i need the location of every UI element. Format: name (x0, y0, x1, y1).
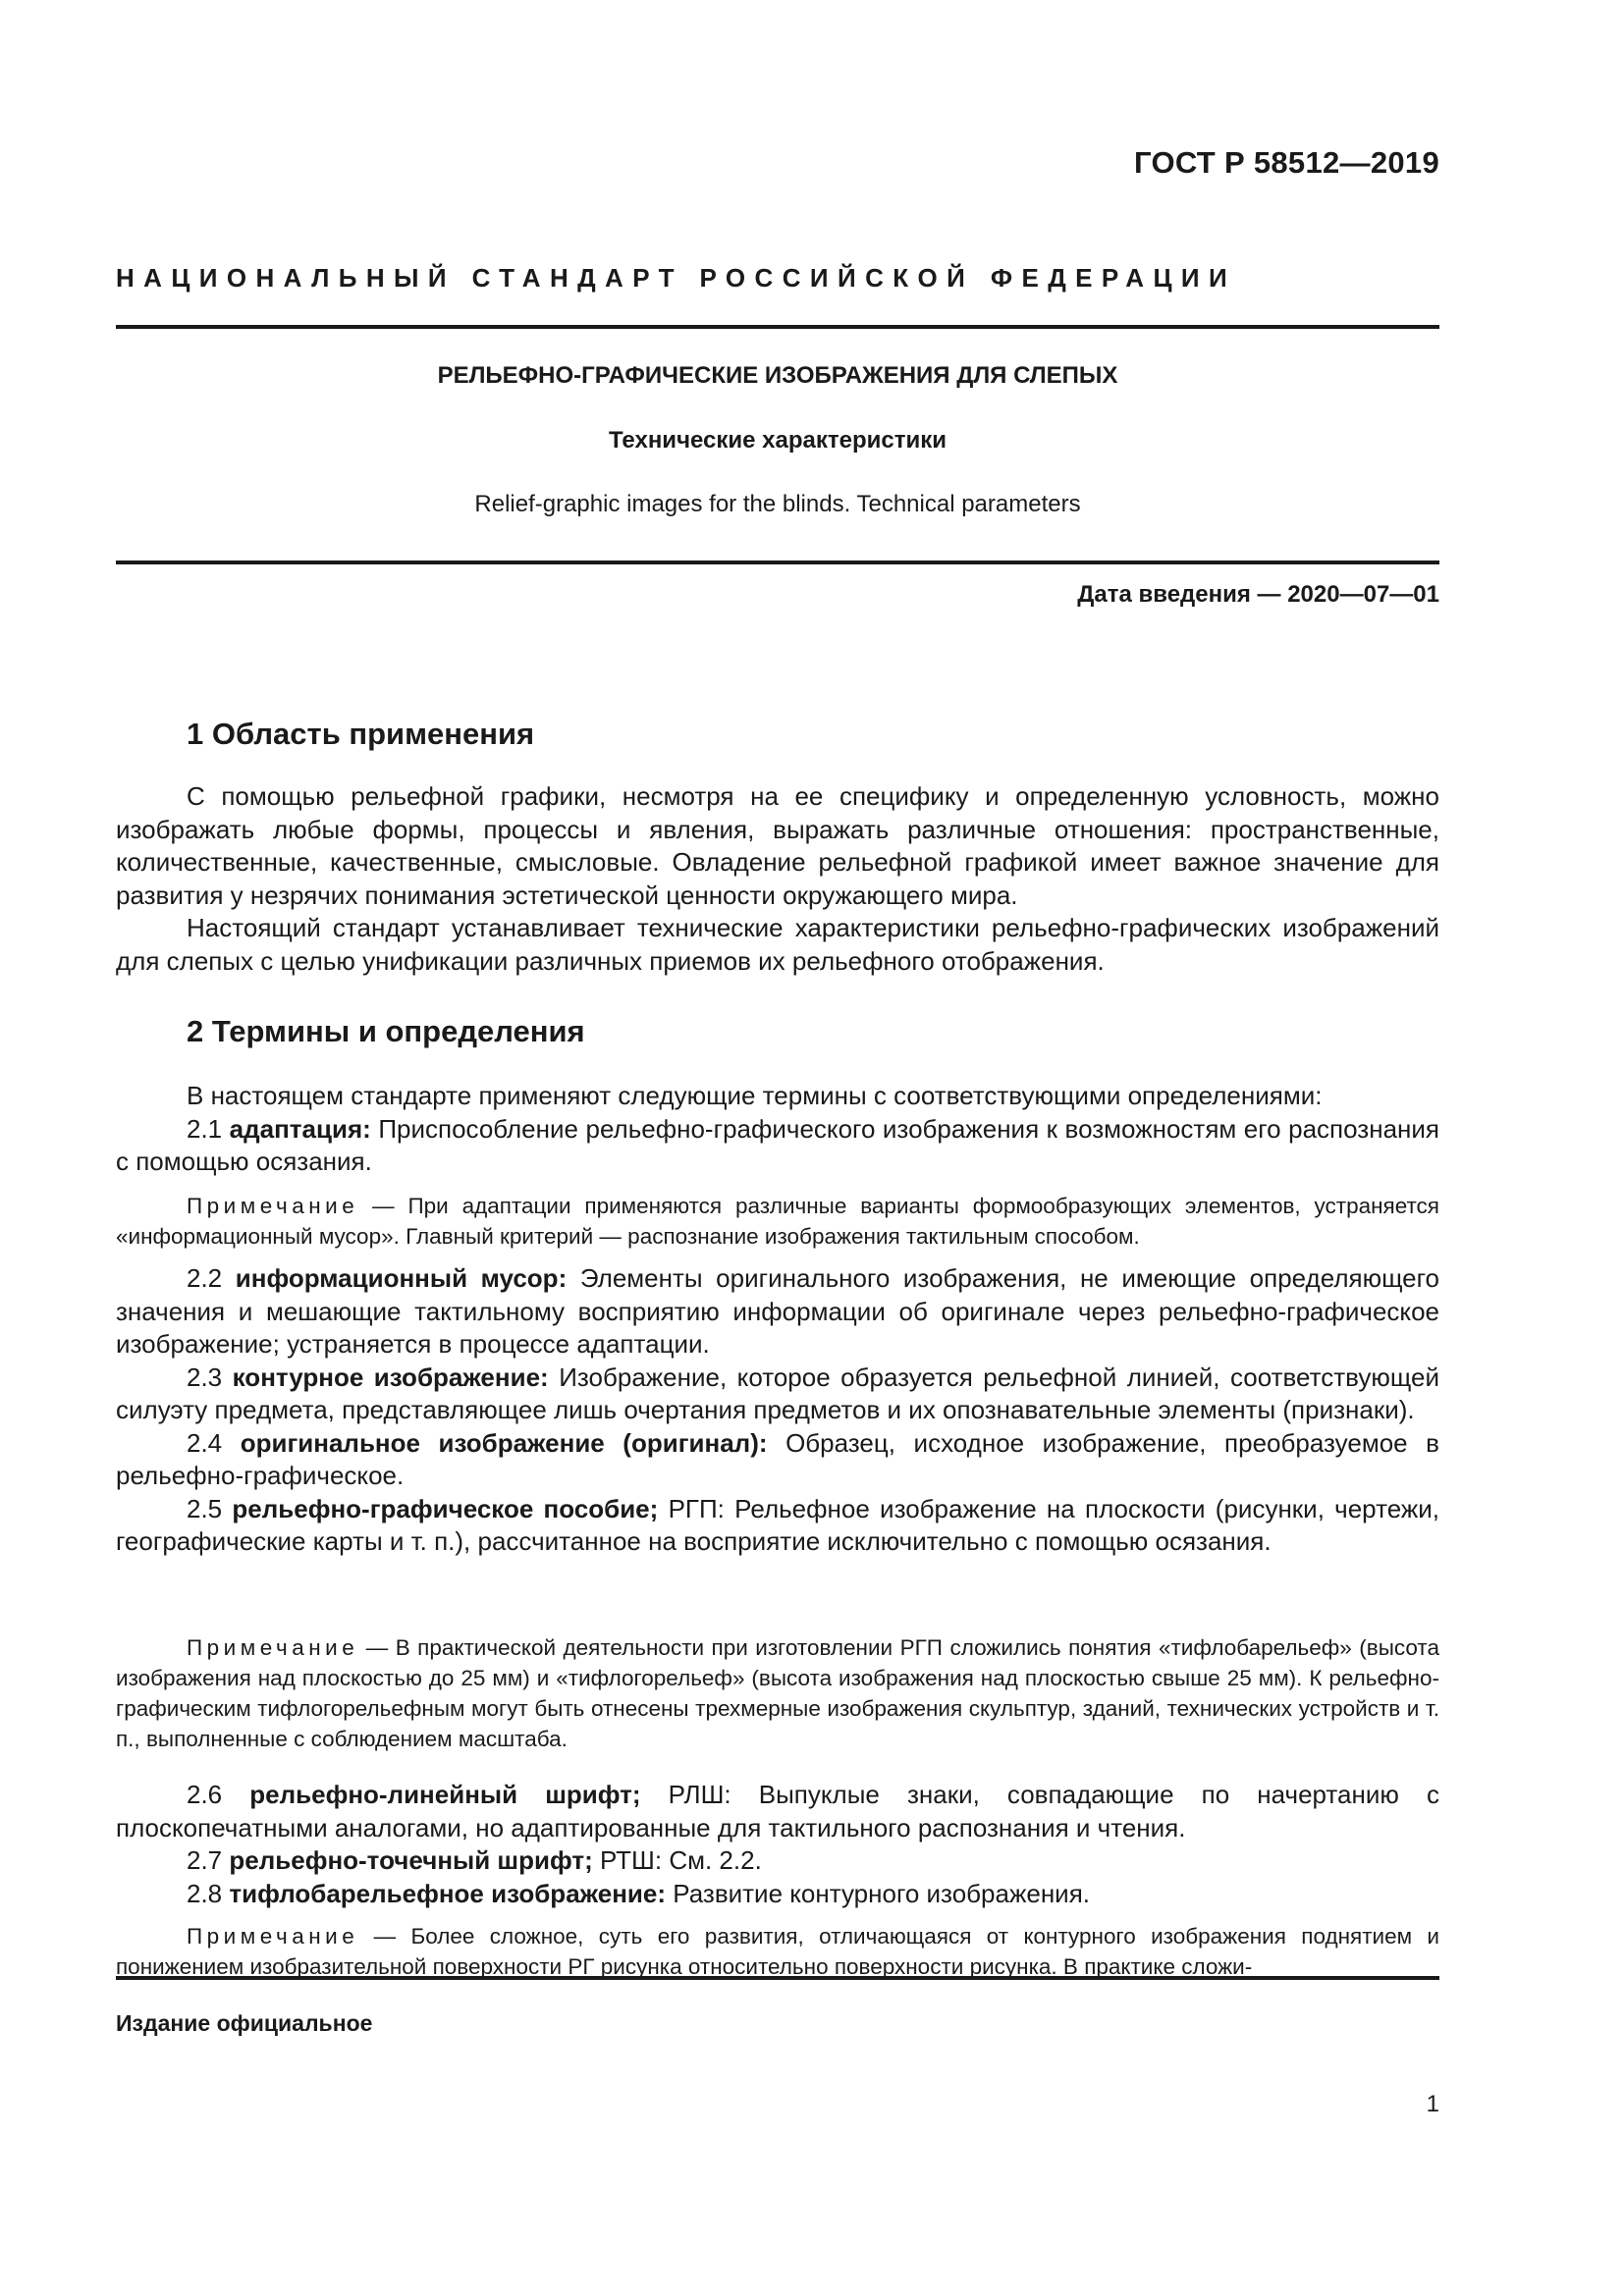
section-2-body-part-3 (116, 1779, 1439, 1910)
note-label: Примечание (187, 1194, 359, 1218)
english-title: Relief-graphic images for the blinds. Technical parameters (474, 491, 1081, 517)
footer-rule (116, 1976, 1439, 1980)
section-1-body (116, 780, 1439, 978)
note-3-text: — Более сложное, суть его развития, отличающаяся от контурного изображения поднятием и понижением изобразительной поверхности РГ рисунка относительно поверхности рисунка. В практике сложи- (116, 1924, 1439, 1979)
term-2-7: 2.7 рельефно-точечный шрифт; РТШ: См. 2.2. (187, 1845, 762, 1875)
note-1-text: — При адаптации применяются различные варианты формообразующих элементов, устраняется «информационный мусор». Главный критерий — распознание изображения тактильным способом. (116, 1194, 1439, 1249)
top-rule (116, 325, 1439, 329)
term-2-1: 2.1 адаптация: Приспособление рельефно-графического изображения к возможностям его распознания с помощью осязания. (116, 1113, 1439, 1176)
title-rule (116, 561, 1439, 564)
document-subtitle: Технические характеристики (608, 427, 947, 454)
term-2-2: 2.2 информационный мусор: Элементы оригинального изображения, не имеющие определяющего значения и мешающие тактильному восприятию информации об оригинале через рельефно-графическое изображение; устраняется в процессе адаптации. (116, 1263, 1440, 1359)
section-1-paragraph-1: С помощью рельефной графики, несмотря на ее специфику и определенную условность, можно изображать любые формы, процессы и явления, выражать различные отношения: пространственные, количественные, качественные, смысловые. Овладение рельефной графикой имеет важное значение для развития у незрячих понимания эстетической ценности окружающего мира. (116, 781, 1439, 910)
section-2-heading: 2 Термины и определения (187, 1014, 585, 1048)
page-number: 1 (1426, 2091, 1439, 2117)
term-2-5: 2.5 рельефно-графическое пособие; РГП: Рельефное изображение на плоскости (рисунки, чертежи, географические карты и т. п.), рассчитанное на восприятие исключительно с помощью осязания. (116, 1493, 1439, 1556)
date-introduced: Дата введения — 2020—07—01 (1077, 581, 1439, 608)
section-1-heading: 1 Область применения (187, 717, 535, 751)
note-3 (116, 1921, 1439, 1982)
section-1-paragraph-2: Настоящий стандарт устанавливает технические характеристики рельефно-графических изображений для слепых с целью унификации различных приемов их рельефного отображения. (116, 913, 1439, 976)
gost-code: ГОСТ Р 58512—2019 (1134, 145, 1439, 180)
note-label: Примечание (187, 1635, 359, 1660)
note-1 (116, 1191, 1439, 1252)
official-edition-label: Издание официальное (116, 2010, 373, 2036)
national-standard-banner: НАЦИОНАЛЬНЫЙ СТАНДАРТ РОССИЙСКОЙ ФЕДЕРАЦИИ (116, 263, 1237, 293)
term-2-8: 2.8 тифлобарельефное изображение: Развитие контурного изображения. (187, 1878, 1090, 1908)
section-2-body-part-1 (116, 1080, 1439, 1179)
note-2-text: — В практической деятельности при изготовлении РГП сложились понятия «тифлобарельеф» (высота изображения над плоскостью до 25 мм) и «тифлогорельеф» (высота изображения над плоскостью свыше 25 мм). К рельефно-графическим тифлогорельефным могут быть отнесены трехмерные изображения скульптур, зданий, технических устройств и т. п., выполненные с соблюдением масштаба. (116, 1635, 1439, 1751)
document-title: РЕЛЬЕФНО-ГРАФИЧЕСКИЕ ИЗОБРАЖЕНИЯ ДЛЯ СЛЕПЫХ (437, 362, 1118, 389)
note-label: Примечание (187, 1924, 359, 1949)
term-2-3: 2.3 контурное изображение: Изображение, которое образуется рельефной линией, соответствующей силуэту предмета, представляющее лишь очертания предметов и их опознавательные элементы (признаки). (116, 1362, 1439, 1424)
term-2-6: 2.6 рельефно-линейный шрифт; РЛШ: Выпуклые знаки, совпадающие по начертанию с плоскопечатными аналогами, но адаптированные для тактильного распознания и чтения. (116, 1780, 1439, 1842)
section-2-intro: В настоящем стандарте применяют следующие термины с соответствующими определениями: (187, 1081, 1323, 1110)
section-2-body-part-2 (116, 1262, 1439, 1559)
note-2 (116, 1632, 1439, 1754)
term-2-4: 2.4 оригинальное изображение (оригинал): Образец, исходное изображение, преобразуемое в рельефно-графическое. (116, 1427, 1439, 1490)
